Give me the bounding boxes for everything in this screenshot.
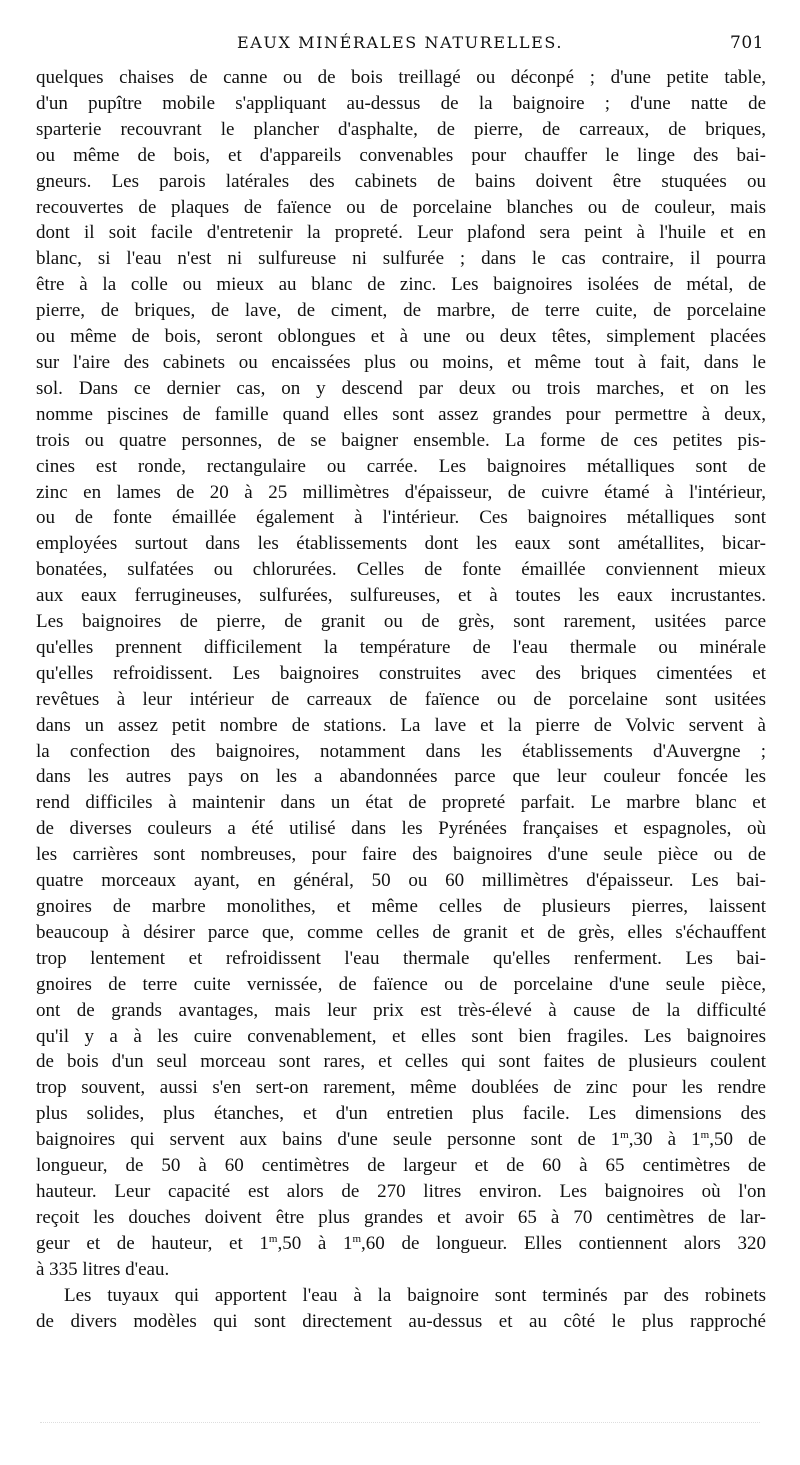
text-line: reçoit les douches doivent être plus grandes et avoir 65 à 70 centimètres de lar-	[36, 1206, 766, 1228]
text-line: de divers modèles qui sont directement au-dessus et au côté le plus rapproché	[36, 1310, 766, 1332]
text-line: longueur, de 50 à 60 centimètres de largeur et de 60 à 65 centimètres de	[36, 1155, 766, 1177]
text-line: ou de fonte émaillée également à l'intérieur. Ces baignoires métalliques sont	[36, 507, 766, 529]
text-line: plus solides, plus étanches, et d'un entretien plus facile. Les dimensions des	[36, 1103, 766, 1125]
text-line: gnoires de marbre monolithes, et même celles de plusieurs pierres, laissent	[36, 896, 766, 917]
paragraph-pipes	[36, 1283, 766, 1335]
text-line: zinc en lames de 20 à 25 millimètres d'épaisseur, de cuivre étamé à l'intérieur,	[36, 481, 766, 503]
text-line: aux eaux ferrugineuses, sulfurées, sulfureuses, et à toutes les eaux incrustantes.	[36, 585, 766, 607]
text-line: dont il soit facile d'entretenir la propreté. Leur plafond sera peint à l'huile et en	[36, 222, 766, 244]
text-line: recouvertes de plaques de faïence ou de porcelaine blanches ou de couleur, mais	[36, 196, 766, 218]
text-line: dans les autres pays on les a abandonnées parce que leur couleur foncée les	[36, 766, 766, 788]
text-line: sol. Dans ce dernier cas, on y descend par deux ou trois marches, et on les	[36, 377, 766, 399]
text-line: sparterie recouvrant le plancher d'asphalte, de pierre, de carreaux, de briques,	[36, 118, 766, 140]
text-line: trop lentement et refroidissent l'eau thermale qu'elles renferment. Les bai-	[36, 947, 766, 969]
text-line: sur l'aire des cabinets ou encaissées plus ou moins, et même tout à fait, dans le	[36, 351, 766, 373]
text-line: pierre, de briques, de lave, de ciment, de marbre, de terre cuite, de porcelaine	[36, 300, 766, 322]
running-head	[36, 33, 764, 57]
text-line: être à la colle ou mieux au blanc de zinc. Les baignoires isolées de métal, de	[36, 274, 766, 296]
page-number: 701	[730, 33, 764, 53]
text-line: qu'il y a à les cuire convenablement, et elles sont bien fragiles. Les baignoires	[36, 1025, 766, 1047]
text-line: employées surtout dans les établissements dont les eaux sont amétallites, bicar-	[36, 533, 766, 555]
text-line: les carrières sont nombreuses, pour faire des baignoires d'une seule pièce ou de	[36, 844, 766, 866]
text-line: qu'elles prennent difficilement la température de l'eau thermale ou minérale	[36, 636, 766, 658]
text-line: à 335 litres d'eau.	[36, 1258, 170, 1280]
text-line: qu'elles refroidissent. Les baignoires construites avec des briques cimentées et	[36, 662, 766, 684]
text-line: trop souvent, aussi s'en sert-on rarement, même doublées de zinc pour les rendre	[36, 1077, 766, 1099]
text-line: la confection des baignoires, notamment dans les établissements d'Auvergne ;	[36, 740, 766, 762]
text-line: Les tuyaux qui apportent l'eau à la baignoire sont terminés par des robinets	[64, 1284, 766, 1306]
text-line: de bois d'un seul morceau sont rares, et celles qui sont faites de plusieurs coulent	[36, 1051, 766, 1073]
text-line: nomme piscines de famille quand elles sont assez grandes pour permettre à deux,	[36, 403, 766, 425]
text-line: Les baignoires de pierre, de granit ou de grès, sont rarement, usitées parce	[36, 611, 766, 633]
body-text	[36, 65, 766, 1334]
running-title: EAUX MINÉRALES NATURELLES.	[236, 33, 564, 52]
text-line: revêtues à leur intérieur de carreaux de faïence ou de porcelaine sont usitées	[36, 688, 766, 710]
text-line: baignoires qui servent aux bains d'une seule personne sont de 1$^m$,30 à 1$^m$,50 de	[36, 1129, 767, 1151]
text-line: gneurs. Les parois latérales des cabinets de bains doivent être stuquées ou	[36, 170, 766, 192]
text-line: dans un assez petit nombre de stations. La lave et la pierre de Volvic servent à	[36, 714, 766, 736]
text-line: hauteur. Leur capacité est alors de 270 litres environ. Les baignoires où l'on	[36, 1180, 766, 1202]
text-line: ou même de bois, et d'appareils convenables pour chauffer le linge des bai-	[36, 144, 766, 166]
text-line: d'un pupître mobile s'appliquant au-dessus de la baignoire ; d'une natte de	[36, 92, 766, 114]
text-line: blanc, si l'eau n'est ni sulfureuse ni sulfurée ; dans le cas contraire, il pourra	[36, 248, 766, 270]
text-line: quelques chaises de canne ou de bois treillagé ou déconpé ; d'une petite table,	[36, 67, 766, 88]
paragraph-bathtubs	[36, 65, 766, 1283]
text-line: ont de grands avantages, mais leur prix est très-élevé à cause de la difficulté	[36, 999, 766, 1021]
text-line: trois ou quatre personnes, de se baigner ensemble. La forme de ces petites pis-	[36, 429, 766, 451]
text-line: de diverses couleurs a été utilisé dans les Pyrénées françaises et espagnoles, où	[36, 818, 766, 840]
text-line: rend difficiles à maintenir dans un état de propreté parfait. Le marbre blanc et	[36, 792, 766, 814]
text-line: geur et de hauteur, et 1$^m$,50 à 1$^m$,60 de longueur. Elles contiennent alors 320	[36, 1232, 766, 1254]
text-line: ou même de bois, seront oblongues et à une ou deux têtes, simplement placées	[36, 326, 766, 348]
text-line: quatre morceaux ayant, en général, 50 ou 60 millimètres d'épaisseur. Les bai-	[36, 870, 766, 892]
text-line: gnoires de terre cuite vernissée, de faïence ou de porcelaine d'une seule pièce,	[36, 973, 766, 995]
page-bottom-marks	[40, 1422, 760, 1431]
text-line: beaucoup à désirer parce que, comme celles de granit et de grès, elles s'échauffent	[36, 921, 766, 943]
text-line: bonatées, sulfatées ou chlorurées. Celles de fonte émaillée conviennent mieux	[36, 559, 766, 581]
text-line: cines est ronde, rectangulaire ou carrée. Les baignoires métalliques sont de	[36, 455, 766, 477]
